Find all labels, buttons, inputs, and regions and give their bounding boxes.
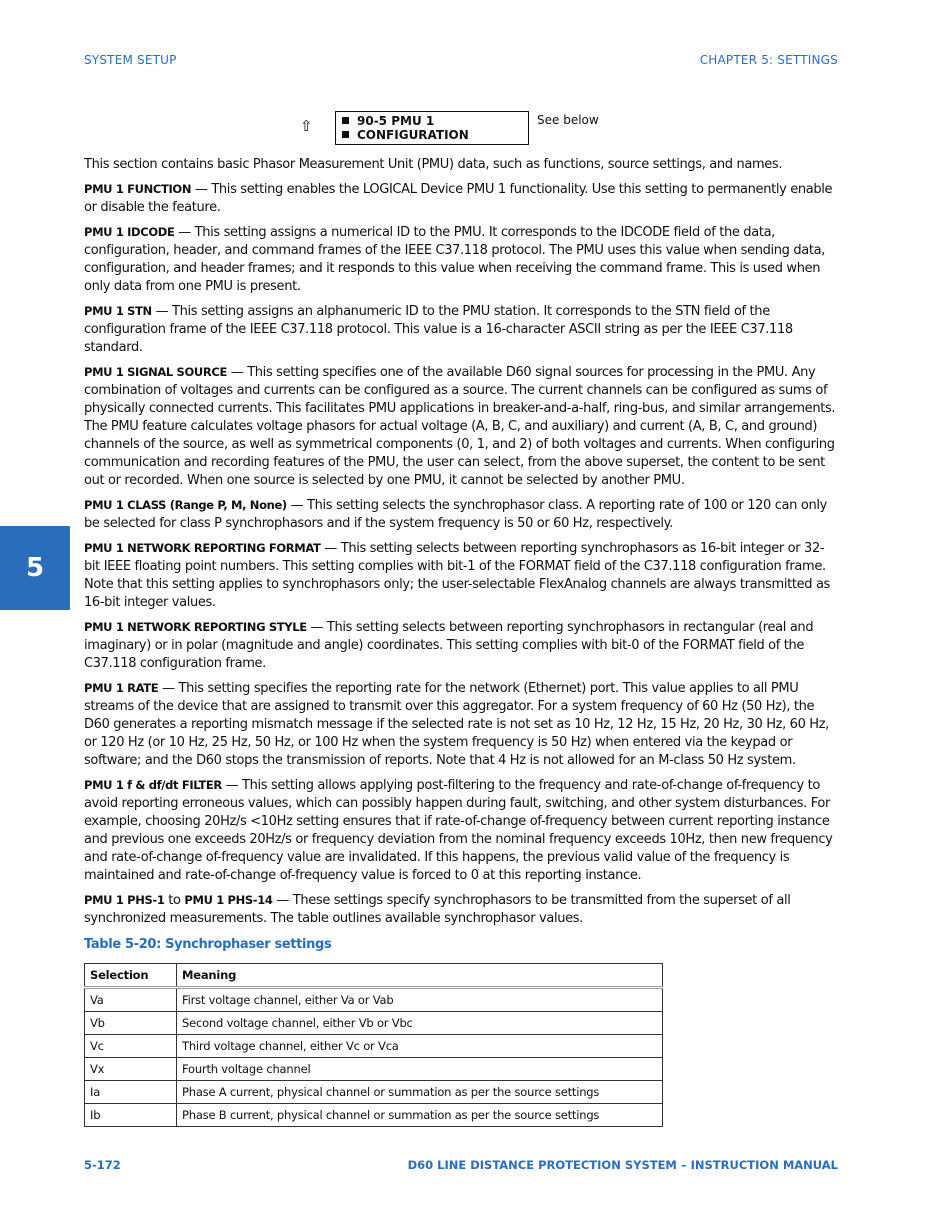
setting-term: PMU 1 STN: [84, 304, 152, 318]
setting-paragraph: [84, 679, 840, 770]
setting-paragraph: [84, 496, 840, 533]
table-row: [85, 1104, 663, 1127]
selection-cell: Vc: [85, 1035, 177, 1058]
selection-cell: Vb: [85, 1012, 177, 1035]
selection-cell: Ib: [85, 1104, 177, 1127]
running-header-section: SYSTEM SETUP: [84, 53, 177, 67]
up-arrow-icon: ⇧: [300, 117, 313, 135]
setting-term: PMU 1 NETWORK REPORTING STYLE: [84, 620, 307, 634]
running-header-chapter: CHAPTER 5: SETTINGS: [699, 53, 838, 67]
setting-term: PMU 1 NETWORK REPORTING FORMAT: [84, 541, 321, 555]
manual-title: D60 LINE DISTANCE PROTECTION SYSTEM – INSTRUCTION MANUAL: [407, 1158, 838, 1172]
meaning-cell: Fourth voltage channel: [177, 1058, 663, 1081]
column-header: Selection: [85, 964, 177, 988]
bullet-square-icon: [342, 117, 349, 124]
meaning-cell: Phase B current, physical channel or summation as per the source settings: [177, 1104, 663, 1127]
menu-note: See below: [537, 113, 599, 127]
setting-term: PMU 1 IDCODE: [84, 225, 175, 239]
body-content: [84, 156, 840, 1127]
setting-term: PMU 1 CLASS (Range P, M, None): [84, 498, 287, 512]
setting-term: PMU 1 f & df/dt FILTER: [84, 778, 222, 792]
setting-term: PMU 1 FUNCTION: [84, 182, 192, 196]
bullet-square-icon: [342, 131, 349, 138]
menu-line-1: 90-5 PMU 1: [357, 114, 435, 128]
table-row: [85, 1012, 663, 1035]
table-row: [85, 1081, 663, 1104]
selection-cell: Vx: [85, 1058, 177, 1081]
setting-description: — This setting selects between reporting synchrophasors in rectangular (real and imaginary) or in polar (magnitude and angle) coordinates. This setting complies with bit-0 of the FORMAT field of the C37.118 configuration frame.: [84, 620, 814, 671]
setting-term: PMU 1 SIGNAL SOURCE: [84, 365, 227, 379]
meaning-cell: First voltage channel, either Va or Vab: [177, 988, 663, 1012]
setting-paragraph-phs: [84, 891, 840, 928]
setting-description: — This setting assigns an alphanumeric ID to the PMU station. It corresponds to the STN field of the configuration frame of the IEEE C37.118 protocol. This value is a 16-character ASCII string as per the IEEE C37.118 standard.: [84, 304, 793, 355]
setting-description: — This setting enables the LOGICAL Device PMU 1 functionality. Use this setting to permanently enable or disable the feature.: [84, 182, 833, 215]
setting-paragraph: [84, 618, 840, 673]
menu-line-2: CONFIGURATION: [357, 128, 469, 142]
meaning-cell: Third voltage channel, either Vc or Vca: [177, 1035, 663, 1058]
page-number: 5-172: [84, 1158, 121, 1172]
setting-description: — This setting specifies one of the available D60 signal sources for processing in the PMU. Any combination of voltages and currents can be configured as a source. The current channels can be configured as sums of physically connected currents. This facilitates PMU applications in breaker-and-a-half, ring-bus, and similar arrangements. The PMU feature calculates voltage phasors for actual voltage (A, B, C, and auxiliary) and current (A, B, C, and ground) channels of the source, as well as symmetrical components (0, 1, and 2) of both voltages and currents. When configuring communication and recording features of the PMU, the user can select, from the above superset, the content to be sent out or recorded. When one source is selected by one PMU, it cannot be selected by another PMU.: [84, 365, 836, 488]
setting-term: PMU 1 PHS-14: [184, 893, 273, 907]
column-header: Meaning: [177, 964, 663, 988]
selection-cell: Va: [85, 988, 177, 1012]
setting-paragraph: [84, 180, 840, 217]
table-row: [85, 988, 663, 1012]
setting-paragraph: [84, 363, 840, 490]
table-row: [85, 1058, 663, 1081]
selection-cell: Ia: [85, 1081, 177, 1104]
setting-description: — This setting assigns a numerical ID to the PMU. It corresponds to the IDCODE field of the data, configuration, header, and command frames of the IEEE C37.118 protocol. The PMU uses this value when sending data, configuration, and header frames; and it responds to this value when receiving the command frame. This is used when only data from one PMU is present.: [84, 225, 826, 294]
setting-description: — This setting selects between reporting synchrophasors as 16-bit integer or 32-bit IEEE floating point numbers. This setting complies with bit-1 of the FORMAT field of the C37.118 configuration frame. Note that this setting applies to synchrophasors only; the user-selectable FlexAnalog channels are always transmitted as 16-bit integer values.: [84, 541, 830, 610]
meaning-cell: Second voltage channel, either Vb or Vbc: [177, 1012, 663, 1035]
setting-paragraph: [84, 539, 840, 612]
setting-term: PMU 1 PHS-1: [84, 893, 165, 907]
synchrophasor-table: [84, 963, 663, 1127]
menu-path-box: [335, 111, 529, 145]
setting-paragraph: [84, 302, 840, 357]
table-row: [85, 1035, 663, 1058]
setting-term: PMU 1 RATE: [84, 681, 159, 695]
setting-paragraph: [84, 776, 840, 885]
setting-description: — This setting selects the synchrophasor class. A reporting rate of 100 or 120 can only be selected for class P synchrophasors and if the system frequency is 50 or 60 Hz, respectively.: [84, 498, 827, 531]
connector-text: to: [164, 893, 185, 908]
setting-paragraph: [84, 223, 840, 296]
setting-description: — This setting allows applying post-filtering to the frequency and rate-of-change of-frequency to avoid reporting erroneous values, which can possibly happen during fault, switching, and other system disturbances. For example, choosing 20Hz/s <10Hz setting ensures that if rate-of-change of-frequency between current reporting instance and previous one exceeds 20Hz/s or frequency deviation from the nominal frequency exceeds 10Hz, then new frequency and rate-of-change of-frequency value are invalidated. If this happens, the previous valid value of the frequency is maintained and rate-of-change of-frequency value is forced to 0 at this reporting instance.: [84, 778, 833, 883]
chapter-tab: 5: [0, 526, 70, 610]
setting-description: — These settings specify synchrophasors to be transmitted from the superset of all synchronized measurements. The table outlines available synchrophasor values.: [84, 893, 791, 926]
intro-paragraph: This section contains basic Phasor Measurement Unit (PMU) data, such as functions, source settings, and names.: [84, 157, 783, 172]
setting-description: — This setting specifies the reporting rate for the network (Ethernet) port. This value applies to all PMU streams of the device that are assigned to transmit over this aggregator. For a system frequency of 60 Hz (50 Hz), the D60 generates a reporting mismatch message if the selected rate is not set as 10 Hz, 12 Hz, 15 Hz, 20 Hz, 30 Hz, 60 Hz, or 120 Hz (or 10 Hz, 25 Hz, 50 Hz, or 100 Hz when the system frequency is 50 Hz) when entered via the keypad or software; and the D60 stops the transmission of reports. Note that 4 Hz is not allowed for an M-class 50 Hz system.: [84, 681, 829, 768]
meaning-cell: Phase A current, physical channel or summation as per the source settings: [177, 1081, 663, 1104]
table-caption: Table 5-20: Synchrophaser settings: [84, 937, 332, 952]
